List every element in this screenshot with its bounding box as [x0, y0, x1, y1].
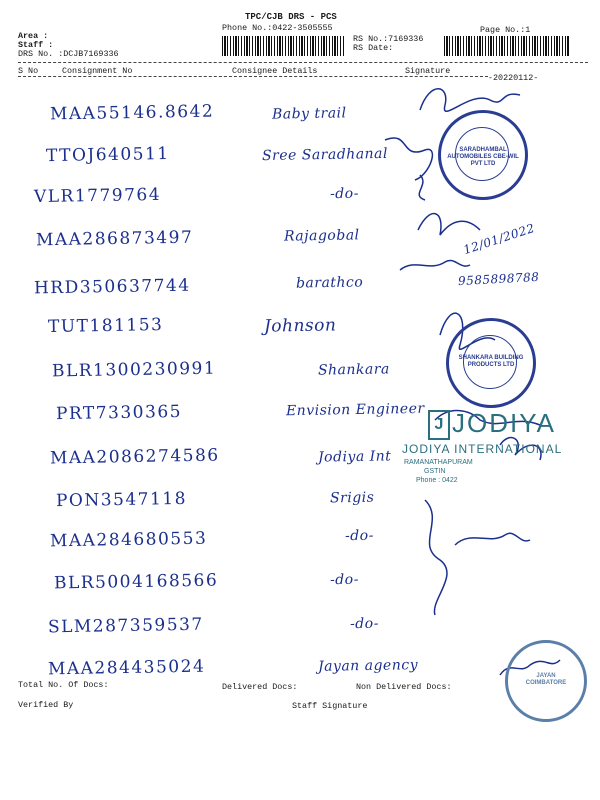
row-5-consignment: HRD350637744 — [33, 275, 191, 299]
col-consignee: Consignee Details — [232, 66, 318, 76]
rs-date: RS Date: — [353, 43, 394, 53]
row-1-consignment: MAA55146.8642 — [49, 101, 215, 125]
jodiya-gstin: GSTIN — [424, 468, 446, 475]
row-11-consignment: MAA284680553 — [49, 528, 208, 552]
date-stamp: -20220112- — [488, 73, 539, 83]
handwritten-phone: 9585898788 — [457, 269, 540, 289]
row-7-consignee: Shankara — [317, 361, 390, 379]
staff-signature-label: Staff Signature — [292, 701, 368, 711]
row-6-consignment: TUT181153 — [47, 314, 164, 338]
jodiya-brand: JODIYA — [452, 408, 556, 438]
stamp-saradhambal — [438, 110, 528, 200]
row-13-consignee: -do- — [349, 615, 379, 633]
row-13-consignment: SLM287359537 — [47, 614, 204, 638]
row-8-consignee: Envision Engineer — [285, 400, 425, 420]
row-10-consignment: PON3547118 — [55, 488, 188, 512]
non-delivered-docs-label: Non Delivered Docs: — [356, 682, 452, 692]
verified-by-label: Verified By — [18, 700, 74, 710]
row-5-consignee: barathco — [295, 274, 364, 292]
document-title: TPC/CJB DRS - PCS — [245, 12, 337, 22]
stamp-shankara-text: SHANKARA BUILDING PRODUCTS LTD — [458, 355, 524, 368]
row-14-consignment: MAA284435024 — [47, 656, 206, 680]
row-2-consignee: Sree Saradhanal — [261, 145, 389, 165]
rs-number: RS No.:7169336 — [353, 34, 424, 44]
total-docs-label: Total No. Of Docs: — [18, 680, 109, 690]
handwritten-date: 12/01/2022 — [461, 220, 537, 258]
row-12-consignment: BLR5004168566 — [53, 570, 219, 594]
row-3-consignee: -do- — [329, 185, 359, 203]
row-9-consignment: MAA2086274586 — [49, 445, 220, 469]
row-2-consignment: TTOJ640511 — [45, 143, 170, 167]
jodiya-phone: Phone : 0422 — [416, 477, 458, 484]
row-12-consignee: -do- — [329, 571, 359, 589]
drs-number: DRS No. :DCJB7169336 — [18, 49, 119, 59]
row-6-consignee: Johnson — [263, 315, 337, 337]
row-11-consignee: -do- — [344, 527, 374, 545]
phone-number: Phone No.:0422-3505555 — [222, 23, 333, 33]
col-signature: Signature — [405, 66, 451, 76]
stamp-jayan-text: JAYAN COIMBATORE — [525, 673, 567, 686]
row-1-consignee: Baby trail — [271, 105, 347, 123]
jodiya-logo-block — [402, 402, 584, 492]
jodiya-subtitle: JODIYA INTERNATIONAL — [402, 442, 563, 456]
row-7-consignment: BLR1300230991 — [51, 358, 217, 382]
delivered-docs-label: Delivered Docs: — [222, 682, 298, 692]
row-10-consignee: Srigis — [329, 489, 375, 507]
row-8-consignment: PRT7330365 — [55, 401, 183, 425]
col-sno: S No — [18, 66, 39, 76]
jodiya-address: RAMANATHAPURAM — [404, 459, 473, 466]
row-3-consignment: VLR1779764 — [33, 184, 162, 208]
jodiya-logo-icon: J — [428, 410, 450, 440]
stamp-saradhambal-text: SARADHAMBAL AUTOMOBILES CBE-WIL PVT LTD — [447, 147, 519, 167]
col-consignment: Consignment No — [62, 66, 133, 76]
stamp-jayan — [505, 640, 587, 722]
row-9-consignee: Jodiya Int — [317, 448, 392, 466]
staff-label: Staff : — [18, 40, 54, 50]
page-number: Page No.:1 — [480, 25, 531, 35]
row-14-consignee: Jayan agency — [317, 657, 419, 675]
stamp-shankara — [446, 318, 536, 408]
row-4-consignment: MAA286873497 — [35, 227, 194, 251]
row-4-consignee: Rajagobal — [283, 227, 360, 245]
area-label: Area : — [18, 31, 49, 41]
